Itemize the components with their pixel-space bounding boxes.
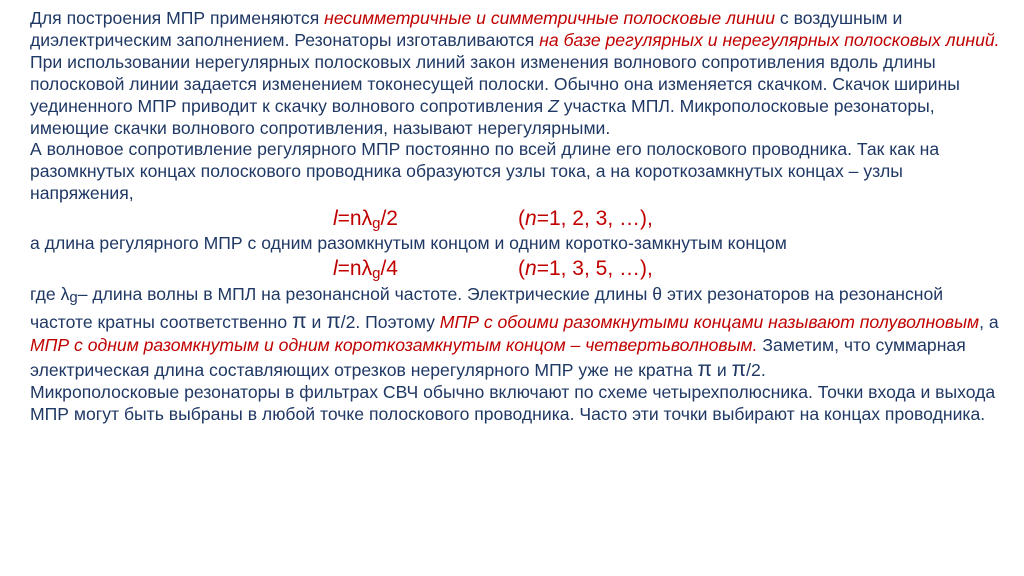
- highlight-regular-lines: на базе регулярных и нерегулярных полосковых линий.: [539, 29, 1000, 50]
- symbol-pi: π: [326, 309, 341, 333]
- text-run: Для построения МПР применяются: [30, 8, 325, 28]
- formula-half-wave-rhs: (n=1, 2, 3, …),: [518, 207, 653, 231]
- text-run: – длина волны в МПЛ на резонансной частоте. Электрические длины θ этих резонаторов на резонансной частоте кратны соответственно: [30, 284, 944, 332]
- paragraph-filters: Микрополосковые резонаторы в фильтрах СВЧ обычно включают по схеме четырехполюсника. Точки входа и выхода МПР могут быть выбраны в любой точке полоскового проводника. Часто эти точки выбирают на концах проводника.: [30, 382, 996, 424]
- text-run: с воздушным и диэлектрическим заполнением. Резонаторы изготавливаются: [30, 8, 903, 50]
- text-run: где λ: [30, 284, 70, 305]
- symbol-pi: π: [731, 357, 747, 381]
- text-run: участка МПЛ. Микрополосковые резонаторы, имеющие скачки волнового сопротивления, называют нерегулярными.: [30, 95, 935, 138]
- paragraph-regular: А волновое сопротивление регулярного МПР постоянно по всей длине его полоскового проводника. Так как на разомкнутых концах полоскового проводника образуются узлы тока, а на короткозамкнутых концах – узлы напряжения,: [30, 139, 940, 204]
- text-run: Заметим, что суммарная электрическая длина составляющих отрезков нерегулярного МПР уже не кратна: [30, 335, 966, 380]
- formula-half-wave-lhs: $l=n\lambda_g/2$: [333, 207, 398, 233]
- symbol-z: Z: [548, 95, 559, 116]
- formula-quarter-wave-lhs: $l=n\lambda_g/4$: [333, 257, 398, 283]
- subscript-g: g: [69, 289, 78, 307]
- highlight-strip-lines: несимметричные и симметричные полосковые линии: [324, 8, 775, 28]
- text-run: При использовании нерегулярных полосковых линий закон изменения волнового сопротивления вдоль длины полосковой линии задается изменением токонесущей полоски. Обычно она изменяется скачком. Скачок ширины уединенного МПР приводит к скачку волнового сопротивления: [30, 51, 960, 116]
- highlight-quarter-wave: МПР с одним разомкнутым и одним короткозамкнутым концом – четвертьволновым.: [30, 335, 758, 356]
- highlight-half-wave: МПР с обоими разомкнутыми концами называют полуволновым: [439, 311, 980, 332]
- symbol-pi: π: [697, 357, 713, 381]
- paragraph-quarter-intro: а длина регулярного МПР с одним разомкнутым концом и одним коротко-замкнутым концом: [30, 233, 787, 254]
- paragraph-wavelength: где λg– длина волны в МПЛ на резонансной частоте. Электрические длины θ этих резонаторов на резонансной частоте кратны соответственно π и π/2. Поэтому МПР с обоими разомкнутыми концами называют полуволновым, а МПР с одним разомкнутым и одним короткозамкнутым концом – четвертьволновым. Заметим, что суммарная электрическая длина составляющих отрезков нерегулярного МПР уже не кратна π и π/2.: [30, 284, 999, 381]
- formula-half-wave: [30, 205, 1010, 233]
- formula-quarter-wave: [30, 255, 1010, 283]
- symbol-pi: π: [292, 309, 307, 333]
- paragraph-intro: [30, 8, 1010, 139]
- formula-quarter-wave-rhs: (n=1, 3, 5, …),: [518, 257, 653, 281]
